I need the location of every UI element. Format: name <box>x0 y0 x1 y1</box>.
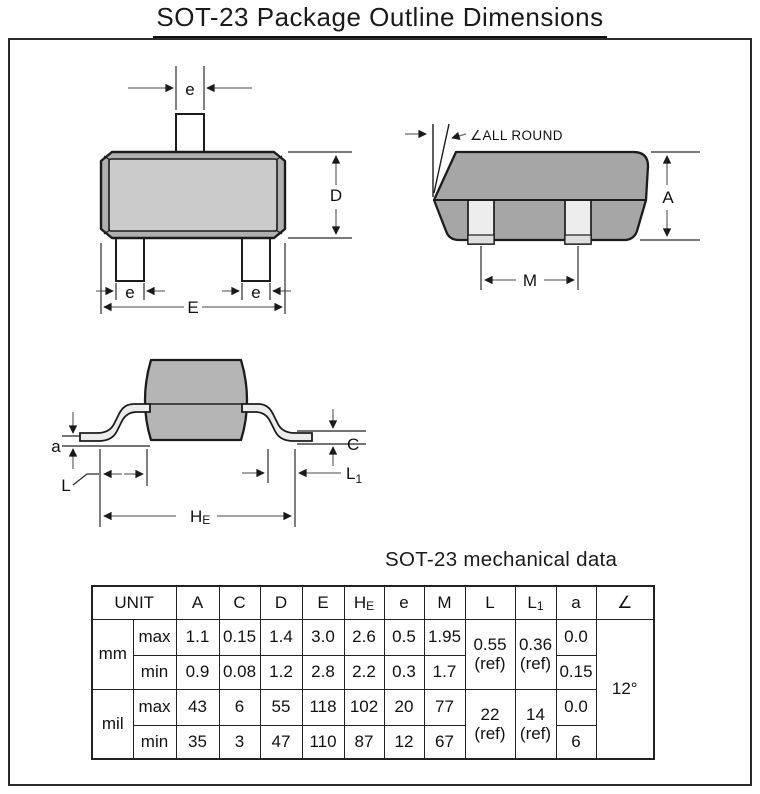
col-header-E: E <box>302 586 344 619</box>
row-mm-min <box>92 655 654 689</box>
cell: 102 <box>344 689 384 725</box>
cell: 0.3 <box>384 655 424 689</box>
cell: 87 <box>344 725 384 759</box>
cell: 0.5 <box>384 619 424 655</box>
side-lead-right <box>242 404 312 441</box>
front-bottom-pin-left <box>116 238 144 281</box>
dim-label-M: M <box>522 271 538 290</box>
cell: 6 <box>556 725 596 759</box>
dim-HE <box>104 507 291 527</box>
dim-label-HE: HE <box>190 507 211 527</box>
cell: 1.1 <box>176 619 219 655</box>
cell: 0.15 <box>556 655 596 689</box>
cell: 12 <box>384 725 424 759</box>
dim-D <box>288 152 352 238</box>
cell: 118 <box>302 689 344 725</box>
perspective-body <box>434 152 648 240</box>
col-header-D: D <box>260 586 302 619</box>
cell: 1.7 <box>424 655 465 689</box>
cell: 1.95 <box>424 619 465 655</box>
cell: 110 <box>302 725 344 759</box>
cell-mil-L: 22 (ref) <box>465 689 515 759</box>
side-body <box>145 360 247 440</box>
row-label: max <box>133 689 176 725</box>
row-mm-max <box>92 619 654 655</box>
cell: 0.9 <box>176 655 219 689</box>
row-label: min <box>133 655 176 689</box>
col-header-angle: ∠ <box>596 586 654 619</box>
col-header-HE: $H_E$ <box>344 586 384 619</box>
cell: 47 <box>260 725 302 759</box>
col-header-e: e <box>384 586 424 619</box>
cell: 55 <box>260 689 302 725</box>
front-view <box>96 66 352 317</box>
page-title: SOT-23 Package Outline Dimensions <box>153 2 606 38</box>
perspective-pin-right-foot <box>565 235 591 244</box>
dim-label-E: E <box>187 298 199 317</box>
col-header-L1: $L_1$ <box>515 586 556 619</box>
cell: 35 <box>176 725 219 759</box>
cell-mm-L: 0.55 (ref) <box>465 619 515 689</box>
dim-label-L1: $L_1$ <box>346 464 363 486</box>
header-row <box>92 586 654 619</box>
cell: 1.2 <box>260 655 302 689</box>
cell: 77 <box>424 689 465 725</box>
cell: 2.8 <box>302 655 344 689</box>
cell-angle: 12° <box>596 619 654 759</box>
all-round-label: ∠ALL ROUND <box>470 128 563 143</box>
cell: 0.0 <box>556 689 596 725</box>
dim-label-e-left: e <box>125 283 135 302</box>
cell-mm-L1: 0.36 (ref) <box>515 619 556 689</box>
front-body-face <box>109 159 277 231</box>
cell: 0.08 <box>219 655 260 689</box>
dim-L <box>61 449 147 527</box>
cell: 3.0 <box>302 619 344 655</box>
mechanical-data-table <box>91 585 655 760</box>
dim-e-top <box>128 66 252 110</box>
front-bottom-pin-right <box>242 238 270 281</box>
perspective-view <box>405 124 700 290</box>
col-header-a: a <box>556 586 596 619</box>
dim-M <box>481 246 578 290</box>
row-mil-max <box>92 689 654 725</box>
dim-label-A: A <box>662 188 674 207</box>
cell: 67 <box>424 725 465 759</box>
col-header-M: M <box>424 586 465 619</box>
row-label: min <box>133 725 176 759</box>
col-header-A: A <box>176 586 219 619</box>
side-view <box>51 360 366 527</box>
dim-label-C: C <box>347 435 360 454</box>
cell: 3 <box>219 725 260 759</box>
dim-L1 <box>242 449 362 527</box>
col-header-L: L <box>465 586 515 619</box>
col-header-C: C <box>219 586 260 619</box>
cell: 0.0 <box>556 619 596 655</box>
unit-mil: mil <box>92 689 133 759</box>
unit-mm: mm <box>92 619 133 689</box>
cell: 1.4 <box>260 619 302 655</box>
cell: 6 <box>219 689 260 725</box>
cell: 20 <box>384 689 424 725</box>
cell: 2.2 <box>344 655 384 689</box>
cell: 43 <box>176 689 219 725</box>
perspective-pin-left-foot <box>468 235 494 244</box>
dim-label-e-top: e <box>185 80 195 99</box>
side-lead-left <box>80 404 150 441</box>
dim-label-L: L <box>61 476 71 495</box>
dim-label-D: D <box>329 186 343 205</box>
cell-mil-L1: 14 (ref) <box>515 689 556 759</box>
cell: 2.6 <box>344 619 384 655</box>
row-label: max <box>133 619 176 655</box>
row-mil-min <box>92 725 654 759</box>
dim-label-a: a <box>51 437 61 456</box>
front-top-pin <box>176 114 204 154</box>
mechanical-data-title: SOT-23 mechanical data <box>385 548 618 571</box>
col-header-unit: UNIT <box>92 586 176 619</box>
dim-label-e-right: e <box>251 283 261 302</box>
cell: 0.15 <box>219 619 260 655</box>
